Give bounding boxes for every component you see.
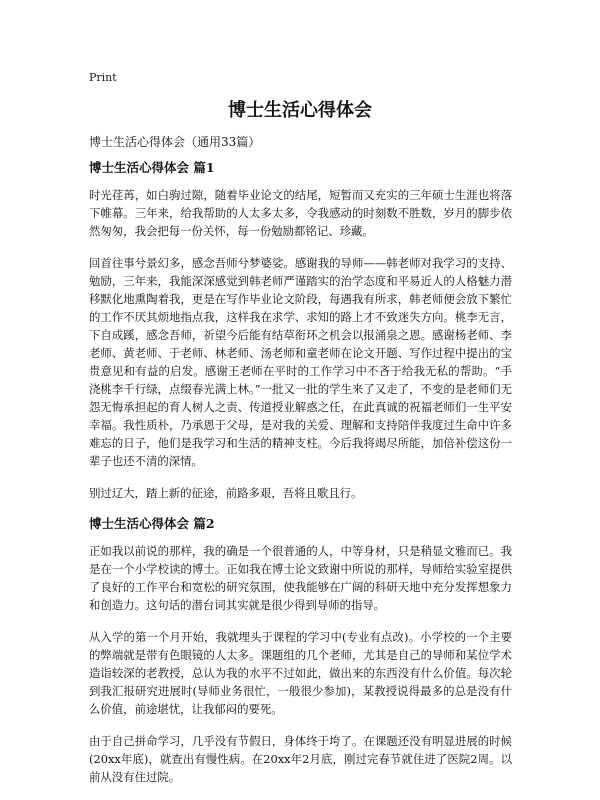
paragraph: 从入学的第一个月开始，我就埋头于课程的学习中(专业有点改)。小学校的一个主要的弊端就是带有色眼镜的人太多。课题组的几个老师，尤其是自己的导师和某位学术造诣较深的老教授，总认为我的水平不过如此，做出来的东西没有什么价值。每次轮到我汇报研究进展时(导师业务很忙，一般很少参加)，某教授说得最多的总是没有什么价值，前途堪忧，让我郁闷的要死。 — [89, 630, 512, 716]
print-link[interactable]: Print — [89, 71, 117, 84]
paragraph: 时光荏苒，如白驹过隙，随着毕业论文的结尾，短暂而又充实的三年硕士生涯也将落下帷幕。三年来，给我帮助的人太多太多，令我感动的时刻数不胜数，岁月的脚步依然匆匆，我会把每一份关怀，每一份勉励都铭记、珍藏。 — [89, 188, 512, 238]
page-title: 博士生活心得体会 — [228, 100, 372, 121]
document-body — [89, 160, 512, 800]
section-1 — [89, 160, 512, 502]
paragraph: 别过辽大，踏上新的征途，前路多艰，吾将且歌且行。 — [89, 486, 363, 500]
paragraph: 由于自己拼命学习，几乎没有节假日，身体终于垮了。在课题还没有明显进展的时候(20xx年底)，就查出有慢性病。在20xx年2月底，刚过完春节就住进了医院2周。以前从没有住过院。 — [89, 734, 512, 784]
section-2 — [89, 516, 512, 786]
section-heading: 博士生活心得体会 篇1 — [89, 160, 215, 175]
paragraph: 正如我以前说的那样，我的确是一个很普通的人，中等身材，只是稍显文雅而已。我是在一个小学校读的博士。正如我在博士论文致谢中所说的那样，导师给实验室提供了良好的工作平台和宽松的研究氛围，使我能够在广阔的科研天地中充分发挥想象力和创造力。这句话的潜台词其实就是很少得到导师的指导。 — [89, 544, 512, 612]
paragraph: 回首往事兮景幻多，感念吾师兮梦婆娑。感谢我的导师——韩老师对我学习的支持、勉励，三年来，我能深深感觉到韩老师严谨踏实的治学态度和平易近人的人格魅力潜移默化地熏陶着我，更是在写作毕业论文阶段，每遇我有所求，韩老师便会放下繁忙的工作不厌其烦地指点我，这样我在求学、求知的路上才不致迷失方向。桃李无言，下自成蹊，感念吾师，祈望今后能有结草衔环之机会以报涌泉之恩。感谢杨老师、李老师、黄老师、于老师、林老师、汤老师和童老师在论文开题、写作过程中提出的宝贵意见和有益的启发。感谢王老师在平时的工作学习中不吝于给我无私的帮助。“手浇桃李千行绿，点缀春光满上林。”一批又一批的学生来了又走了，不变的是老师们无怨无悔承担起的育人树人之责、传道授业解惑之任，在此真诚的祝福老师们一生平安幸福。我性质朴，乃承恩于父母，是对我的关爱、理解和支持陪伴我度过生命中许多难忘的日子，他们是我学习和生活的精神支柱。今后我将竭尽所能，加倍补偿这份一辈子也还不清的深情。 — [89, 256, 512, 468]
document-subtitle: 博士生活心得体会（通用33篇） — [89, 135, 261, 149]
section-heading: 博士生活心得体会 篇2 — [89, 516, 215, 531]
